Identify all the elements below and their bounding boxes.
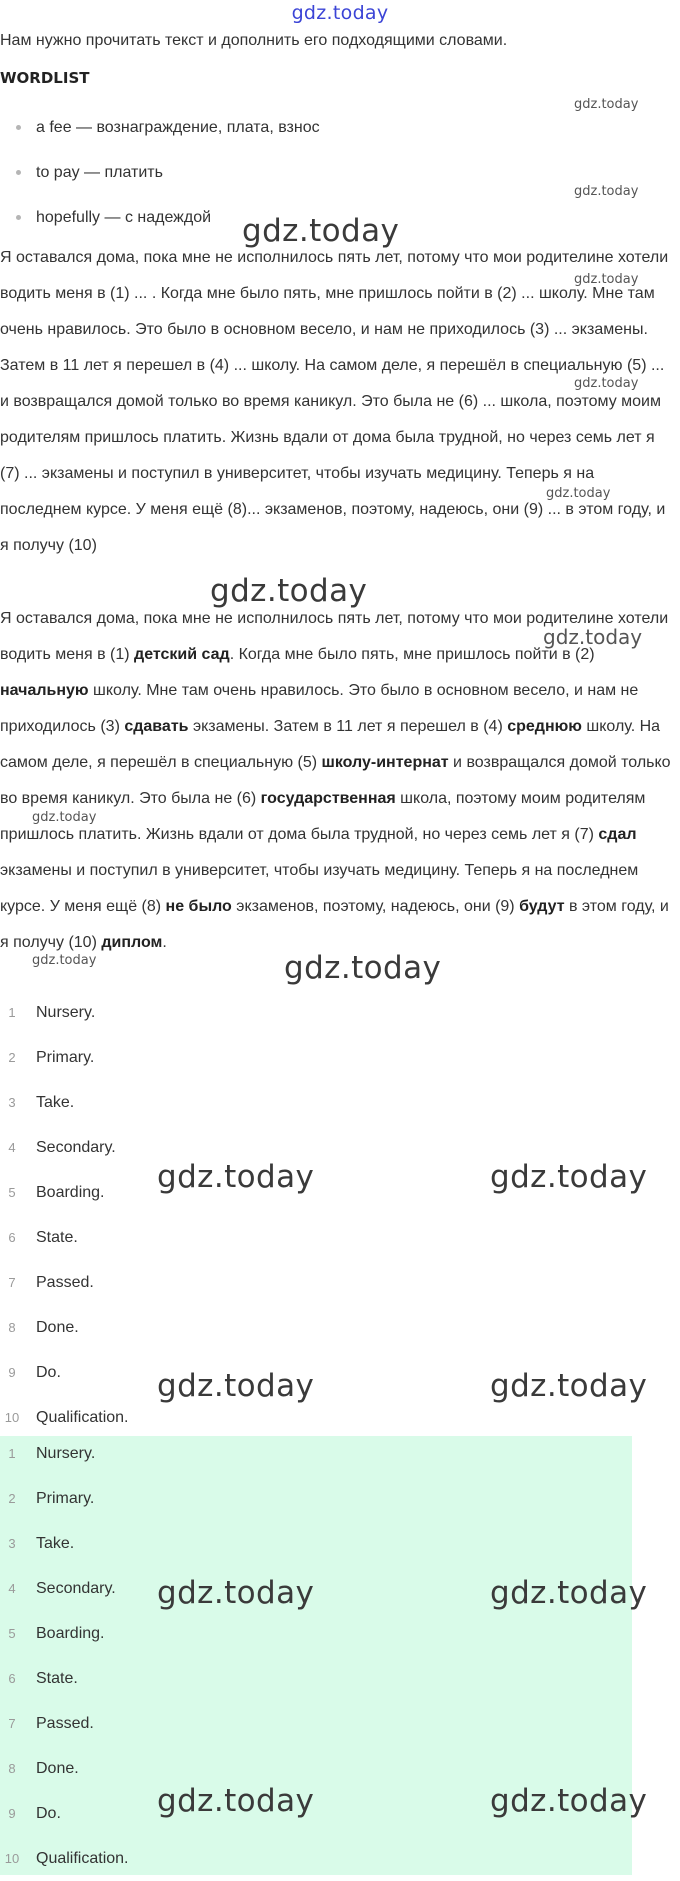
item-text: Nursery.	[36, 1004, 96, 1021]
watermark: gdz.today	[490, 1783, 648, 1819]
watermark: gdz.today	[210, 573, 368, 609]
item-number: 10	[4, 1410, 20, 1425]
intro-text: Нам нужно прочитать текст и дополнить его подходящими словами.	[0, 32, 508, 49]
watermark: gdz.today	[490, 1159, 648, 1195]
watermark: gdz.today	[490, 1368, 648, 1404]
item-number: 8	[8, 1320, 16, 1335]
task-text: Я оставался дома, пока мне не исполнилось пять лет, потому что мои родителине хотели водить меня в (1) ... . Когда мне было пять, мне пришлось пойти в (2) ... школу. Мне там очень нравилось. Это было в основном весело, и нам не приходилось (3) ... экзамены. Затем в 11 лет я перешел в (4) ... школу. На самом деле, я перешёл в специальную (5) ... и возвращался домой только во время каникул. Это была не (6) ... школа, поэтому моим родителям пришлось платить. Жизнь вдали от дома была трудной, но через семь лет я (7) ... экзамены и поступил в университет, чтобы изучать медицину. Теперь я на последнем курсе. У меня ещё (8)... экзаменов, поэтому, надеюсь, они (9) ... в этом году, и я получу (10)	[0, 249, 669, 554]
item-number: 2	[8, 1491, 16, 1506]
bullet-icon	[16, 125, 21, 130]
answer-word: диплом	[101, 934, 163, 951]
answer-word: будут	[519, 898, 565, 915]
item-number: 7	[8, 1716, 16, 1731]
item-number: 6	[8, 1671, 16, 1686]
item-text: Take.	[36, 1094, 75, 1111]
item-number: 2	[8, 1050, 16, 1065]
watermark: gdz.today	[543, 625, 643, 649]
watermark: gdz.today	[546, 486, 611, 501]
wordlist-title: WORDLIST	[0, 69, 90, 87]
watermark: gdz.today	[242, 213, 400, 249]
answer-word: школу-интернат	[321, 754, 449, 771]
item-text: Primary.	[36, 1490, 95, 1507]
watermark: gdz.today	[32, 953, 97, 968]
header-logo[interactable]: gdz.today	[291, 2, 389, 24]
watermark: gdz.today	[490, 1575, 648, 1611]
watermark: gdz.today	[157, 1783, 315, 1819]
answer-word: детский сад	[134, 646, 230, 663]
item-number: 1	[8, 1005, 16, 1020]
item-text: Done.	[36, 1319, 79, 1336]
answer-word: сдал	[598, 826, 637, 843]
watermark: gdz.today	[574, 184, 639, 199]
item-text: Qualification.	[36, 1409, 129, 1426]
watermark: gdz.today	[157, 1368, 315, 1404]
answer-word: начальную	[0, 682, 89, 699]
item-text: Do.	[36, 1805, 61, 1822]
item-number: 3	[8, 1095, 16, 1110]
item-number: 3	[8, 1536, 16, 1551]
item-text: Take.	[36, 1535, 75, 1552]
item-number: 5	[8, 1626, 16, 1641]
bullet-icon	[16, 170, 21, 175]
item-text: State.	[36, 1229, 78, 1246]
answer-word: среднюю	[507, 718, 582, 735]
item-number: 1	[8, 1446, 16, 1461]
item-text: Secondary.	[36, 1139, 116, 1156]
answer-word: сдавать	[124, 718, 189, 735]
item-number: 6	[8, 1230, 16, 1245]
item-text: Qualification.	[36, 1850, 129, 1867]
watermark: gdz.today	[574, 376, 639, 391]
item-text: Primary.	[36, 1049, 95, 1066]
wordlist-item: to pay — платить	[0, 164, 320, 209]
watermark: gdz.today	[574, 97, 639, 112]
item-text: Done.	[36, 1760, 79, 1777]
item-text: Boarding.	[36, 1184, 105, 1201]
watermark: gdz.today	[32, 810, 97, 825]
item-text: Nursery.	[36, 1445, 96, 1462]
watermark: gdz.today	[157, 1575, 315, 1611]
item-number: 9	[8, 1806, 16, 1821]
answer-word: государственная	[260, 790, 396, 807]
item-text: Passed.	[36, 1274, 94, 1291]
item-text: Boarding.	[36, 1625, 105, 1642]
answer-text: Я оставался дома, пока мне не исполнилось пять лет, потому что мои родителине хотели водить меня в (1) детский сад. Когда мне было пять, мне пришлось пойти в (2) начальную школу. Мне там очень нравилось. Это было в основном весело, и нам не приходилось (3) сдавать экзамены. Затем в 11 лет я перешел в (4) среднюю школу. На самом деле, я перешёл в специальную (5) школу-интернат и возвращался домой только во время каникул. Это была не (6) государственная школа, поэтому моим родителям пришлось платить. Жизнь вдали от дома была трудной, но через семь лет я (7) сдал экзамены и поступил в университет, чтобы изучать медицину. Теперь я на последнем курсе. У меня ещё (8) не было экзаменов, поэтому, надеюсь, они (9) будут в этом году, и я получу (10) диплом.	[0, 610, 671, 951]
item-number: 7	[8, 1275, 16, 1290]
item-text: State.	[36, 1670, 78, 1687]
item-number: 8	[8, 1761, 16, 1776]
watermark: gdz.today	[574, 272, 639, 287]
wordlist-item: a fee — вознаграждение, плата, взнос	[0, 119, 320, 164]
watermark: gdz.today	[284, 950, 442, 986]
answer-word: не было	[165, 898, 232, 915]
wordlist-item: hopefully — с надеждой	[0, 209, 320, 254]
item-text: Do.	[36, 1364, 61, 1381]
item-number: 9	[8, 1365, 16, 1380]
item-number: 4	[8, 1581, 16, 1596]
item-number: 4	[8, 1140, 16, 1155]
watermark: gdz.today	[157, 1159, 315, 1195]
item-text: Passed.	[36, 1715, 94, 1732]
bullet-icon	[16, 215, 21, 220]
wordlist	[0, 119, 320, 254]
item-number: 10	[4, 1851, 20, 1866]
item-number: 5	[8, 1185, 16, 1200]
item-text: Secondary.	[36, 1580, 116, 1597]
